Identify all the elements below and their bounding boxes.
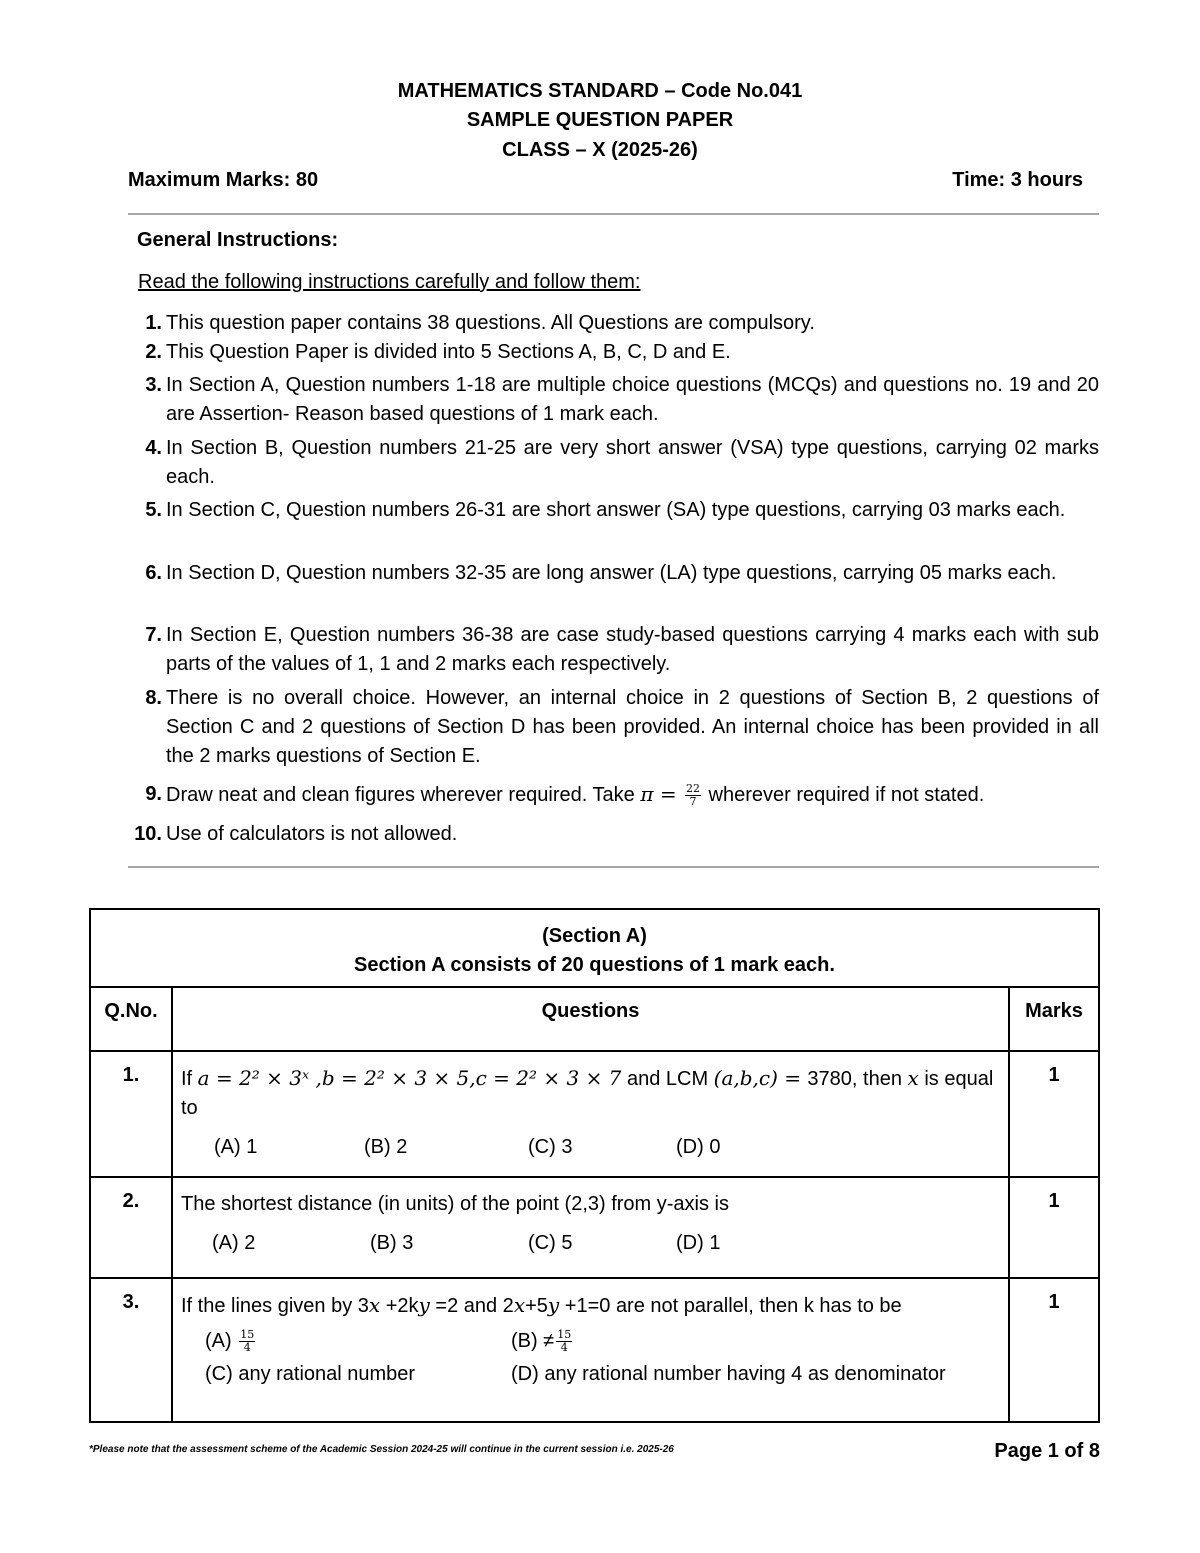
instruction-number: 9. bbox=[145, 783, 162, 805]
fraction-numerator: 15 bbox=[240, 1328, 255, 1342]
fraction-15-over-4 bbox=[239, 1329, 255, 1354]
time-allowed: Time: 3 hours bbox=[952, 169, 1083, 191]
instruction-text: In Section D, Question numbers 32-35 are long answer (LA) type questions, carrying 05 marks each. bbox=[166, 562, 1057, 584]
section-header bbox=[90, 909, 1099, 987]
column-header-marks: Marks bbox=[1009, 987, 1099, 1051]
question-number: 1. bbox=[90, 1051, 172, 1177]
question-text-part: +5 bbox=[525, 1295, 548, 1317]
question-text-part: If the lines given by 3 bbox=[181, 1295, 369, 1317]
questions-table bbox=[89, 908, 1100, 1423]
divider bbox=[128, 213, 1099, 215]
question-marks: 1 bbox=[1009, 1177, 1099, 1278]
instruction-item bbox=[128, 371, 1099, 429]
question-marks: 1 bbox=[1009, 1278, 1099, 1422]
option-a bbox=[205, 1327, 511, 1356]
instruction-text: In Section B, Question numbers 21-25 are very short answer (VSA) type questions, carrying 02 marks each. bbox=[166, 437, 1099, 488]
instruction-item bbox=[128, 780, 1099, 810]
question-text bbox=[181, 1291, 998, 1321]
instructions-subtitle: Read the following instructions carefully and follow them: bbox=[138, 271, 641, 293]
fraction-numerator: 22 bbox=[685, 782, 700, 796]
instruction-text: This question paper contains 38 questions. All Questions are compulsory. bbox=[166, 312, 815, 334]
option-b: (B) 2 bbox=[364, 1136, 408, 1158]
divider bbox=[128, 866, 1099, 868]
question-text: The shortest distance (in units) of the point (2,3) from y-axis is bbox=[181, 1193, 729, 1215]
option-a-label: (A) bbox=[205, 1330, 238, 1352]
fraction-numerator: 15 bbox=[557, 1328, 572, 1342]
option-b: (B) 3 bbox=[370, 1232, 414, 1254]
option-d: (D) 0 bbox=[676, 1136, 721, 1158]
instruction-text: In Section A, Question numbers 1-18 are multiple choice questions (MCQs) and questions no. 19 and 20 are Assertion- Reason based questions of 1 mark each. bbox=[166, 374, 1099, 425]
instruction-number: 5. bbox=[145, 499, 162, 521]
options bbox=[181, 1327, 998, 1389]
table-row bbox=[90, 1177, 1099, 1278]
question-marks: 1 bbox=[1009, 1051, 1099, 1177]
math-expression: (a,b,c) = bbox=[713, 1066, 808, 1090]
pi-symbol: π bbox=[640, 782, 654, 806]
question-text-part: +1=0 are not parallel, then k has to be bbox=[559, 1295, 902, 1317]
footnote: *Please note that the assessment scheme of the Academic Session 2024-25 will continue in the current session i.e. 2025-26 bbox=[89, 1444, 674, 1455]
instruction-item bbox=[128, 621, 1099, 679]
instruction-text: There is no overall choice. However, an internal choice in 2 questions of Section B, 2 questions of Section C and 2 questions of Section D has been provided. An internal choice has been provided in all the 2 marks questions of Section E. bbox=[166, 687, 1099, 767]
equals-sign: = bbox=[653, 782, 683, 806]
max-marks: Maximum Marks: 80 bbox=[128, 169, 319, 191]
paper-subtitle: SAMPLE QUESTION PAPER bbox=[466, 109, 734, 131]
instruction-text-end: wherever required if not stated. bbox=[702, 784, 985, 806]
instruction-item bbox=[128, 434, 1099, 492]
instruction-text-start: Draw neat and clean figures wherever required. Take bbox=[166, 784, 641, 806]
question-text-part: =2 and 2 bbox=[429, 1295, 514, 1317]
fraction-22-over-7 bbox=[685, 783, 701, 808]
instruction-text: This Question Paper is divided into 5 Sections A, B, C, D and E. bbox=[166, 341, 731, 363]
instructions-title: General Instructions: bbox=[137, 229, 339, 251]
question-text-mid: and LCM bbox=[621, 1068, 714, 1090]
instruction-number: 8. bbox=[145, 687, 162, 709]
instruction-text: In Section C, Question numbers 26-31 are short answer (SA) type questions, carrying 03 marks each. bbox=[166, 499, 1066, 521]
section-title: (Section A) bbox=[542, 925, 647, 947]
table-row bbox=[90, 1051, 1099, 1177]
options bbox=[181, 1133, 998, 1162]
instruction-number: 2. bbox=[145, 341, 162, 363]
option-c: (C) 5 bbox=[528, 1232, 573, 1254]
instruction-item bbox=[128, 684, 1099, 771]
math-variable: x bbox=[513, 1293, 526, 1317]
question-text-end: is equal to bbox=[181, 1068, 994, 1119]
options bbox=[181, 1229, 998, 1258]
option-a: (A) 1 bbox=[214, 1136, 258, 1158]
option-c: (C) any rational number bbox=[205, 1363, 416, 1385]
instruction-number: 1. bbox=[145, 312, 162, 334]
fraction-15-over-4 bbox=[556, 1329, 572, 1354]
fraction-denominator: 7 bbox=[689, 795, 697, 809]
question-text-mid: 3780, then bbox=[807, 1068, 908, 1090]
question-text-part: +2k bbox=[380, 1295, 419, 1317]
instruction-number: 10. bbox=[134, 823, 162, 845]
question-number: 3. bbox=[90, 1278, 172, 1422]
column-header-questions: Questions bbox=[172, 987, 1009, 1051]
math-variable: y bbox=[547, 1293, 560, 1317]
instruction-number: 6. bbox=[145, 562, 162, 584]
option-b-label: (B) ≠ bbox=[511, 1330, 555, 1352]
instruction-number: 3. bbox=[145, 374, 162, 396]
option-b bbox=[511, 1327, 998, 1356]
instruction-text: Use of calculators is not allowed. bbox=[166, 823, 458, 845]
instruction-item bbox=[128, 559, 1099, 588]
math-variable: x bbox=[907, 1066, 919, 1090]
fraction-denominator: 4 bbox=[243, 1341, 251, 1355]
question-cell bbox=[172, 1051, 1009, 1177]
instruction-item bbox=[128, 496, 1099, 525]
fraction-denominator: 4 bbox=[560, 1341, 568, 1355]
question-cell bbox=[172, 1177, 1009, 1278]
section-subtitle: Section A consists of 20 questions of 1 mark each. bbox=[354, 954, 835, 976]
paper-title: MATHEMATICS STANDARD – Code No.041 bbox=[397, 80, 803, 102]
option-d: (D) 1 bbox=[676, 1232, 721, 1254]
question-number: 2. bbox=[90, 1177, 172, 1278]
page-number: Page 1 of 8 bbox=[994, 1440, 1100, 1462]
option-a: (A) 2 bbox=[212, 1232, 256, 1254]
instruction-text: In Section E, Question numbers 36-38 are case study-based questions carrying 4 marks each with sub parts of the values of 1, 1 and 2 marks each respectively. bbox=[166, 624, 1099, 675]
question-text-start: If bbox=[181, 1068, 198, 1090]
instruction-number: 4. bbox=[145, 437, 162, 459]
question-cell bbox=[172, 1278, 1009, 1422]
instruction-number: 7. bbox=[145, 624, 162, 646]
question-text bbox=[181, 1064, 998, 1123]
instruction-text bbox=[166, 780, 1099, 810]
column-header-qno: Q.No. bbox=[90, 987, 172, 1051]
instruction-item bbox=[128, 309, 1099, 338]
instruction-item bbox=[128, 820, 1099, 849]
option-d: (D) any rational number having 4 as denominator bbox=[511, 1363, 946, 1385]
instruction-item bbox=[128, 338, 1099, 367]
math-variable: y bbox=[418, 1293, 430, 1317]
math-variable: x bbox=[368, 1293, 381, 1317]
math-expression: a = 2² × 3ˣ ,b = 2² × 3 × 5,c = 2² × 3 × 7 bbox=[197, 1066, 622, 1090]
option-c: (C) 3 bbox=[528, 1136, 573, 1158]
table-row bbox=[90, 1278, 1099, 1422]
class-label: CLASS – X (2025-26) bbox=[502, 139, 698, 161]
